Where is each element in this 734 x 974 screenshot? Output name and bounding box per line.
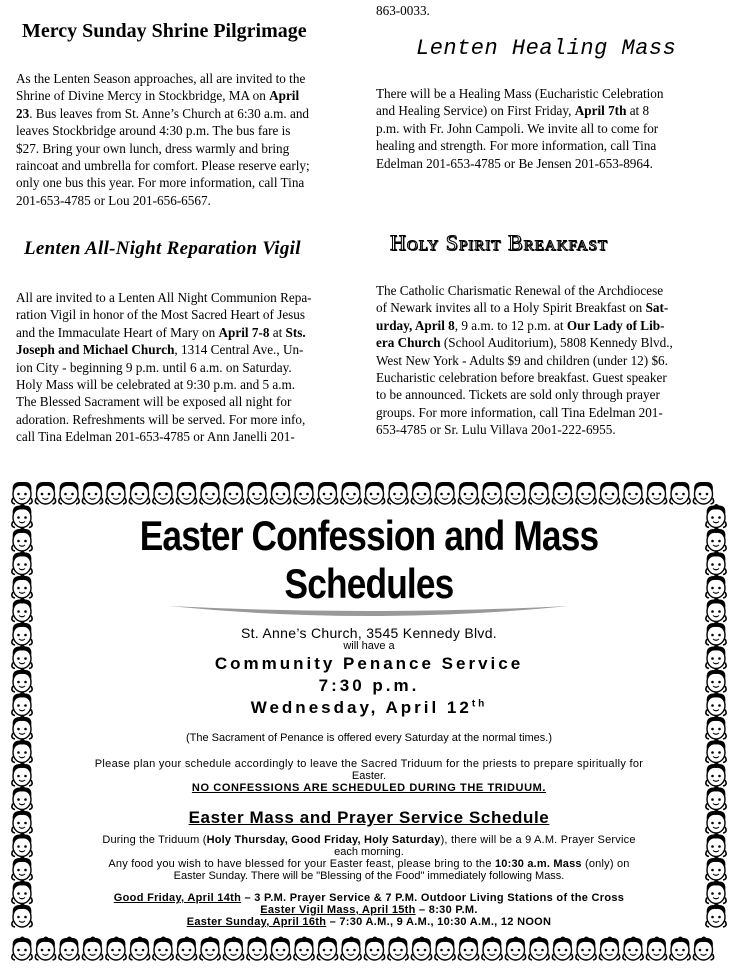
angel-face-icon [706, 528, 726, 552]
angel-face-icon [12, 716, 32, 740]
mercy-heading: Mercy Sunday Shrine Pilgrimage [22, 20, 307, 42]
mercy-date-day: 23 [16, 105, 30, 121]
mercy-line: 23. Bus leaves from St. Anne’s Church at 6:30 a.m. and [16, 105, 310, 121]
triduum-note: During the Triduum (Holy Thursday, Good Friday, Holy Saturday), there will be a 9 A.M. Prayer Service [102, 834, 636, 846]
schedule-heading: Easter Mass and Prayer Service Schedule [188, 808, 550, 827]
angel-face-icon [706, 622, 726, 646]
angel-face-icon [12, 551, 32, 575]
angel-face-icon [12, 880, 32, 904]
angel-face-icon [12, 645, 32, 669]
angel-face-icon [200, 937, 220, 961]
angel-face-icon [12, 622, 32, 646]
angel-face-icon [341, 937, 361, 961]
easter-vigil-schedule: Easter Vigil Mass, April 15th – 8:30 P.M. [260, 904, 478, 916]
mercy-line: $27. Bring your own lunch, dress warmly and bring [16, 140, 290, 156]
angel-face-icon [59, 937, 79, 961]
breakfast-line: West New York - Adults $9 and children (under 12) $6. [376, 352, 668, 368]
angel-face-icon [153, 482, 173, 504]
breakfast-line: urday, April 8, 9 a.m. to 12 p.m. at Our Lady of Lib- [376, 317, 665, 333]
angel-face-icon [706, 786, 726, 810]
breakfast-line: era Church (School Auditorium), 5808 Kennedy Blvd., [376, 335, 673, 351]
angel-face-icon [670, 937, 690, 961]
angel-face-icon [12, 739, 32, 763]
angel-face-icon [153, 937, 173, 961]
angel-face-icon [706, 857, 726, 881]
angel-face-icon [411, 482, 431, 504]
angel-face-icon [646, 482, 666, 504]
angel-face-icon [552, 937, 572, 961]
vigil-line: All are invited to a Lenten All Night Communion Repa- [16, 290, 312, 305]
angel-face-icon [388, 482, 408, 504]
angel-face-icon [599, 482, 619, 504]
angel-face-icon [12, 528, 32, 552]
food-blessing-note-cont: Easter Sunday. There will be "Blessing of the Food" immediately following Mass. [173, 870, 565, 882]
angel-face-icon [35, 482, 55, 504]
easter-content [44, 508, 694, 938]
vigil-line: adoration. Refreshments will be served. For more info, [16, 411, 306, 427]
mercy-line: Shrine of Divine Mercy in Stockbridge, MA on April [16, 88, 300, 104]
angel-face-icon [706, 833, 726, 857]
angel-face-icon [576, 482, 596, 504]
vigil-line: and the Immaculate Heart of Mary on April 7-8 at Sts. [16, 324, 306, 340]
angel-face-icon [576, 937, 596, 961]
mercy-line: only one bus this year. For more information, call Tina [16, 175, 305, 191]
angel-face-icon [505, 937, 525, 961]
angel-face-icon [176, 482, 196, 504]
vigil-article [16, 289, 366, 446]
angel-face-icon [12, 575, 32, 599]
angel-face-icon [106, 937, 126, 961]
plan-note-line: Easter. [351, 770, 387, 782]
mercy-article [16, 70, 366, 209]
angel-face-icon [12, 504, 32, 528]
angel-face-icon [623, 482, 643, 504]
angel-face-icon [12, 482, 32, 504]
angel-face-icon [82, 482, 102, 504]
angel-face-icon [706, 739, 726, 763]
vigil-line: ion City - beginning 9 p.m. until 6 a.m. on Saturday. [16, 359, 292, 375]
penance-service-time: 7:30 p.m. [318, 676, 420, 695]
angel-face-icon [706, 904, 726, 928]
angel-face-icon [12, 937, 32, 961]
mercy-date-month: April [269, 88, 300, 104]
angel-face-icon [458, 937, 478, 961]
angel-face-icon [200, 482, 220, 504]
angel-face-icon [82, 937, 102, 961]
vigil-line: ration Vigil in honor of the Most Sacred Heart of Jesus [16, 307, 306, 323]
angel-face-icon [12, 833, 32, 857]
angel-face-icon [706, 810, 726, 834]
angel-face-icon [12, 692, 32, 716]
angel-face-icon [317, 937, 337, 961]
angel-face-icon [706, 880, 726, 904]
angel-face-icon [223, 482, 243, 504]
penance-saturday-note: (The Sacrament of Penance is offered every Saturday at the normal times.) [185, 732, 553, 744]
angel-face-icon [364, 937, 384, 961]
angel-face-icon [435, 937, 455, 961]
vigil-heading: Lenten All-Night Reparation Vigil [24, 238, 301, 259]
healing-line: Edelman 201-653-4785 or Be Jensen 201-653-8964. [376, 155, 653, 171]
angel-face-icon [693, 482, 713, 504]
penance-service-date: Wednesday, April 12th [250, 698, 488, 717]
angel-face-icon [270, 482, 290, 504]
church-address: St. Anne’s Church, 3545 Kennedy Blvd. [240, 625, 497, 641]
mercy-line: raincoat and umbrella for comfort. Please reserve early; [16, 158, 310, 174]
healing-line: p.m. with Fr. John Campoli. We invite all to come for [376, 120, 659, 136]
mercy-line: 201-653-4785 or Lou 201-656-6567. [16, 192, 211, 208]
angel-face-icon [623, 937, 643, 961]
angel-face-icon [706, 716, 726, 740]
vigil-line: The Blessed Sacrament will be exposed all night for [16, 394, 292, 410]
vigil-line: call Tina Edelman 201-653-4785 or Ann Janelli 201- [16, 429, 295, 445]
angel-face-icon [317, 482, 337, 504]
angel-face-icon [35, 937, 55, 961]
healing-line: and Healing Service) on First Friday, April 7th at 8 [376, 103, 650, 119]
angel-face-icon [599, 937, 619, 961]
angel-face-icon [223, 937, 243, 961]
angel-face-icon [458, 482, 478, 504]
healing-article [376, 85, 721, 172]
angel-face-icon [529, 482, 549, 504]
angel-face-icon [706, 692, 726, 716]
breakfast-line: groups. For more information, call Tina Edelman 201- [376, 404, 663, 420]
angel-face-icon [294, 482, 314, 504]
angel-face-icon [706, 504, 726, 528]
vigil-line: Holy Mass will be celebrated at 9:30 p.m. and 5 a.m. [16, 377, 296, 393]
breakfast-heading: Holy Spirit Breakfast [390, 230, 609, 255]
vigil-continuation: 863-0033. [376, 3, 430, 18]
healing-line: There will be a Healing Mass (Eucharistic Celebration [376, 86, 664, 101]
angel-face-icon [364, 482, 384, 504]
angel-face-icon [505, 482, 525, 504]
food-blessing-note: Any food you wish to have blessed for your Easter feast, please bring to the 10:30 a.m. Mass (only) on [108, 858, 630, 870]
angel-face-icon [176, 937, 196, 961]
breakfast-article [376, 282, 721, 439]
plan-note-line: Please plan your schedule accordingly to leave the Sacred Triduum for the priests to prepare spiritually for [94, 758, 644, 770]
angel-face-icon [12, 857, 32, 881]
breakfast-line: 653-4785 or Sr. Lulu Villava 20o1-222-6955. [376, 422, 616, 438]
angel-face-icon [706, 575, 726, 599]
angel-face-icon [706, 669, 726, 693]
easter-title: Easter Confession and Mass Schedules [139, 512, 599, 607]
breakfast-line: Eucharistic celebration before breakfast. Guest speaker [376, 370, 667, 386]
angel-face-icon [294, 937, 314, 961]
no-confessions-notice: NO CONFESSIONS ARE SCHEDULED DURING THE TRIDUUM. [191, 782, 547, 794]
easter-schedule-box [10, 482, 728, 962]
angel-face-icon [693, 937, 713, 961]
angel-face-icon [106, 482, 126, 504]
angel-face-icon [670, 482, 690, 504]
good-friday-schedule: Good Friday, April 14th – 3 P.M. Prayer Service & 7 P.M. Outdoor Living Stations of the Cross [113, 892, 625, 904]
angel-face-icon [706, 763, 726, 787]
angel-face-icon [388, 937, 408, 961]
angel-face-icon [706, 598, 726, 622]
vigil-line: Joseph and Michael Church, 1314 Central Ave., Un- [16, 342, 304, 358]
angel-face-icon [529, 937, 549, 961]
angel-face-icon [247, 937, 267, 961]
healing-line: healing and strength. For more information, call Tina [376, 138, 657, 154]
angel-face-icon [12, 810, 32, 834]
angel-face-icon [12, 669, 32, 693]
angel-face-icon [59, 482, 79, 504]
angel-face-icon [12, 598, 32, 622]
angel-face-icon [129, 482, 149, 504]
angel-face-icon [341, 482, 361, 504]
angel-face-icon [552, 482, 572, 504]
angel-face-icon [482, 482, 502, 504]
angel-face-icon [247, 482, 267, 504]
angel-face-icon [12, 904, 32, 928]
angel-face-icon [270, 937, 290, 961]
mercy-line: leaves Stockbridge around 4:30 p.m. The bus fare is [16, 123, 291, 139]
mercy-line: As the Lenten Season approaches, all are invited to the [16, 71, 306, 86]
angel-face-icon [706, 645, 726, 669]
triduum-note-cont: each morning. [334, 846, 404, 858]
breakfast-line: The Catholic Charismatic Renewal of the Archdiocese [376, 283, 664, 298]
penance-service-title: Community Penance Service [214, 654, 524, 673]
angel-face-icon [482, 937, 502, 961]
easter-sunday-schedule: Easter Sunday, April 16th – 7:30 A.M., 9 A.M., 10:30 A.M., 12 NOON [186, 916, 552, 928]
breakfast-line: of Newark invites all to a Holy Spirit Breakfast on Sat- [376, 300, 669, 316]
angel-face-icon [646, 937, 666, 961]
angel-face-icon [411, 937, 431, 961]
will-have-text: will have a [343, 640, 395, 652]
angel-face-icon [435, 482, 455, 504]
angel-face-icon [129, 937, 149, 961]
healing-heading: Lenten Healing Mass [416, 36, 677, 61]
angel-face-icon [12, 786, 32, 810]
angel-face-icon [706, 551, 726, 575]
breakfast-line: to be announced. Tickets are sold only through prayer [376, 387, 660, 403]
angel-face-icon [12, 763, 32, 787]
